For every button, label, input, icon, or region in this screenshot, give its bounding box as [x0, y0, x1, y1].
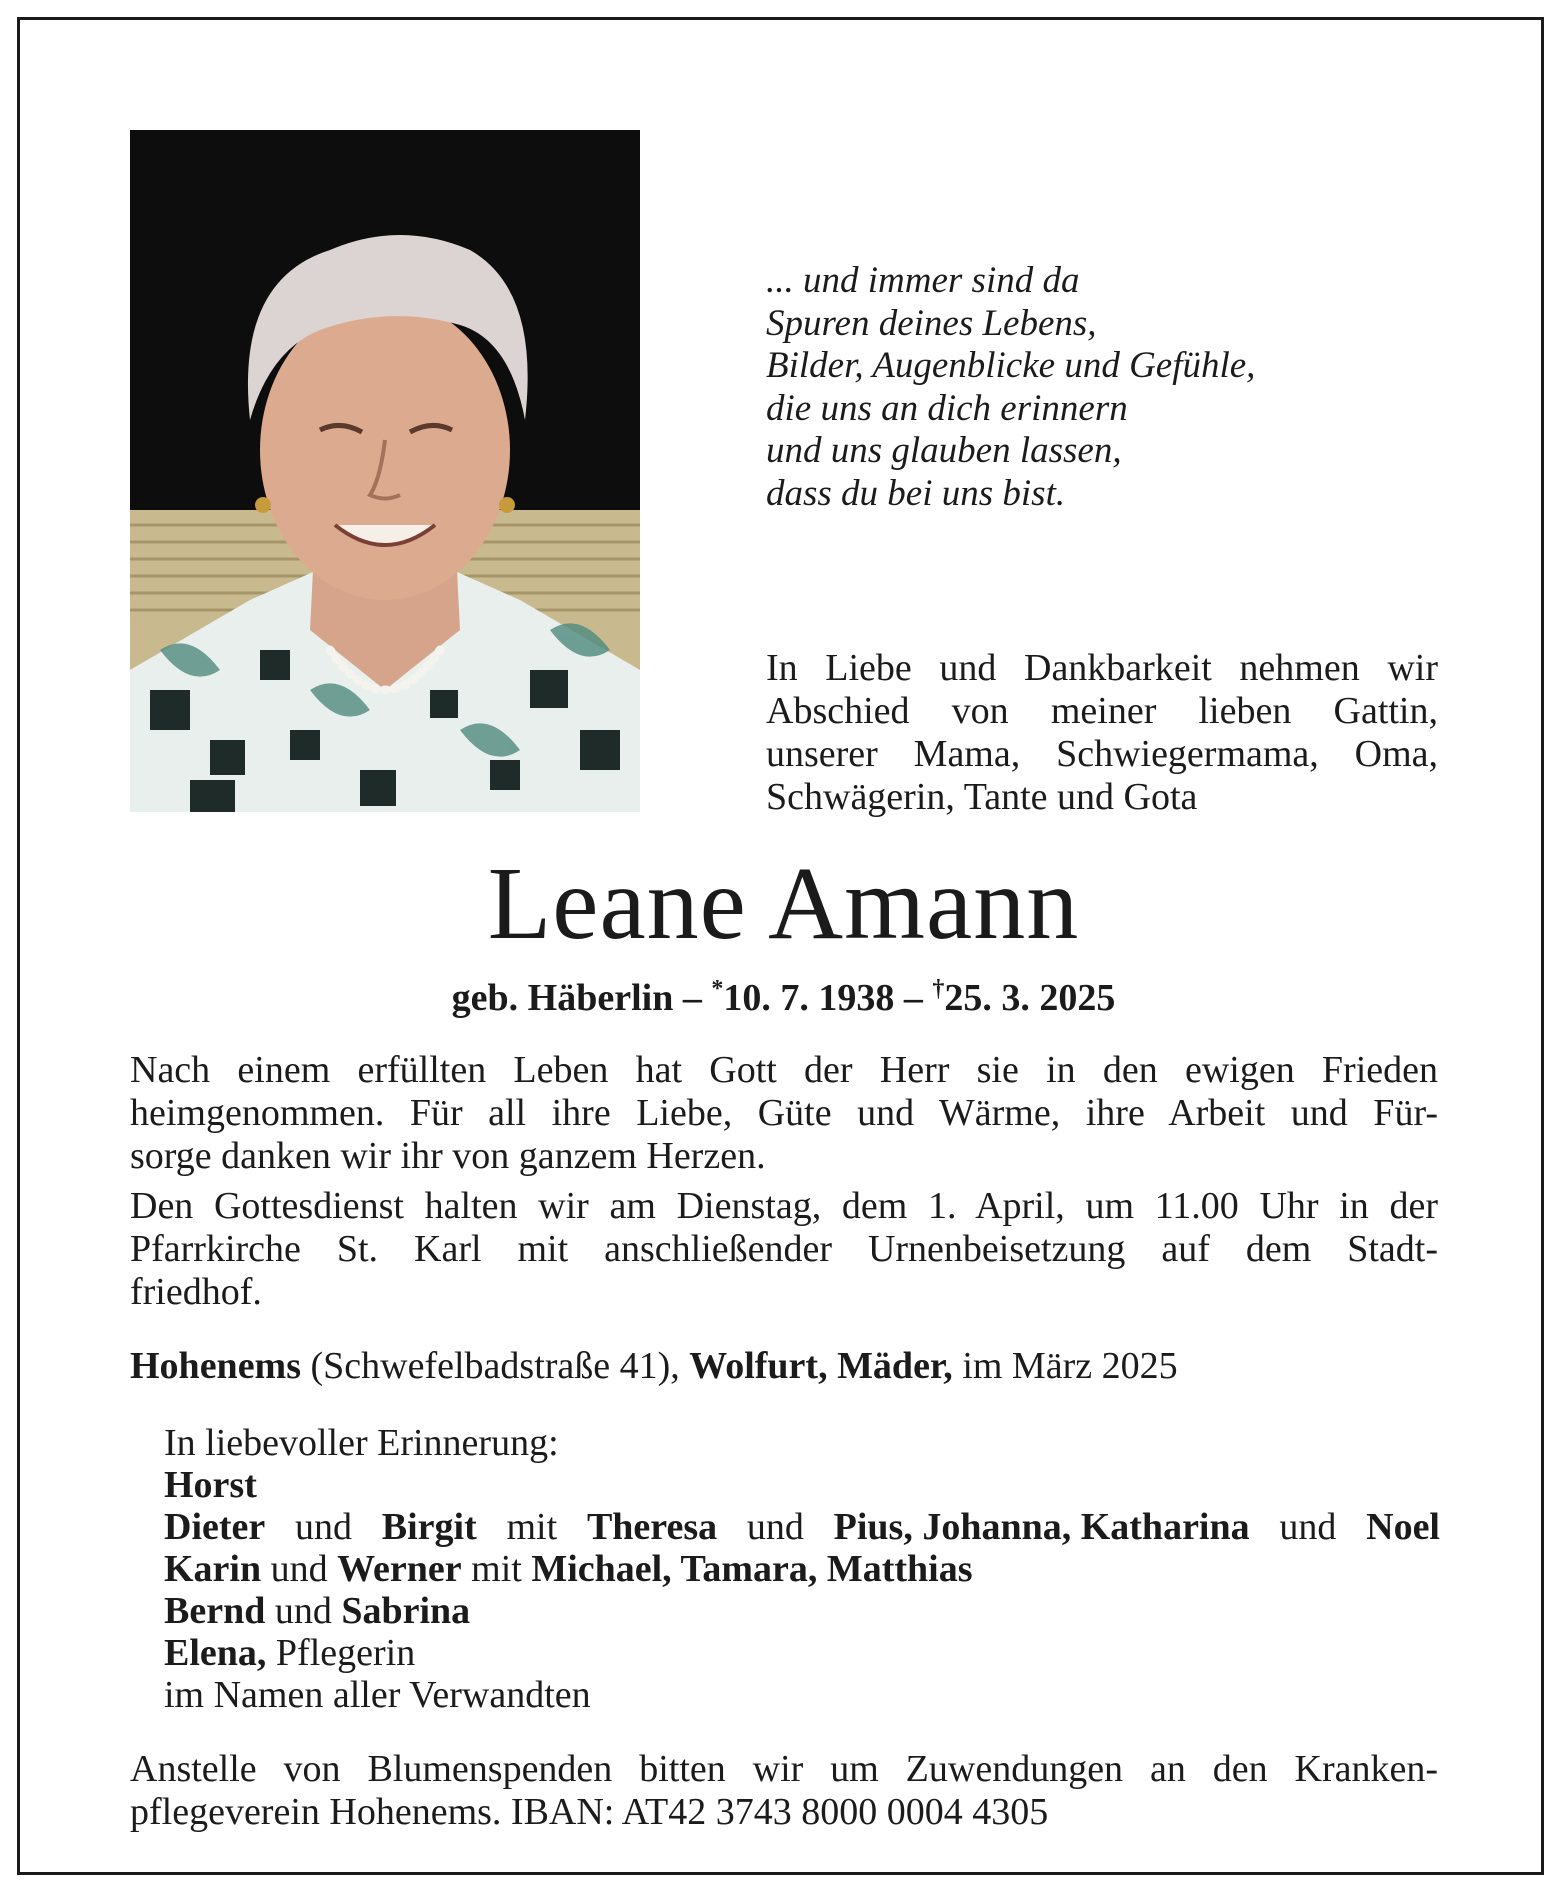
- donation-note: [130, 1748, 1438, 1834]
- donation-line: pflegeverein Hohenems. IBAN: AT42 3743 8000 0004 4305: [130, 1791, 1049, 1833]
- connector: und: [746, 1506, 804, 1548]
- connector: mit: [471, 1548, 522, 1590]
- intro-text: [766, 647, 1438, 819]
- mourner-name: Werner: [337, 1548, 462, 1590]
- portrait-photo: [130, 130, 640, 812]
- mourner-name: Theresa: [586, 1506, 718, 1548]
- mourner-name: Pius, Johanna, Katharina: [833, 1506, 1250, 1548]
- mourner-name: Dieter: [164, 1506, 266, 1548]
- mourner-name: Michael, Tamara, Matthias: [531, 1548, 973, 1590]
- dash: –: [682, 977, 702, 1019]
- poem-line: dass du bei uns bist.: [766, 472, 1066, 514]
- mourner-line: [164, 1590, 1440, 1632]
- place-towns: Wolfurt, Mäder,: [689, 1345, 953, 1387]
- mourner-name: Sabrina: [341, 1590, 471, 1632]
- born-symbol: *: [711, 976, 724, 1002]
- intro-line: Abschied von meiner lieben Gattin,: [766, 690, 1438, 732]
- paragraph-line: sorge danken wir ihr von ganzem Herzen.: [130, 1135, 766, 1177]
- mourner-line: [164, 1632, 1440, 1674]
- poem-line: ... und immer sind da: [766, 260, 1080, 301]
- connector: und: [295, 1506, 353, 1548]
- intro-line: In Liebe und Dankbarkeit nehmen wir: [766, 647, 1438, 689]
- poem: [766, 260, 1406, 515]
- paragraph-farewell: [130, 1049, 1438, 1178]
- mourner-name: Karin: [164, 1548, 262, 1590]
- mourner-role: Pflegerin: [275, 1632, 416, 1674]
- poem-line: Spuren deines Lebens,: [766, 302, 1097, 344]
- poem-line: und uns glauben lassen,: [766, 430, 1122, 471]
- paragraph-line: Nach einem erfüllten Leben hat Gott der Herr sie in den ewigen Frieden: [130, 1049, 1438, 1091]
- mourner-name: Elena,: [164, 1632, 267, 1674]
- donation-line: Anstelle von Blumenspenden bitten wir um Zuwendungen an den Kranken-: [130, 1748, 1438, 1790]
- connector: mit: [506, 1506, 558, 1548]
- paragraph-line: heimgenommen. Für all ihre Liebe, Güte und Wärme, ihre Arbeit und Für-: [130, 1092, 1438, 1134]
- mourner-line: [164, 1506, 1440, 1548]
- paragraph-line: Den Gottesdienst halten wir am Dienstag, dem 1. April, um 11.00 Uhr in der: [130, 1185, 1438, 1227]
- connector: und: [274, 1590, 332, 1632]
- mourner-name: Bernd: [164, 1590, 266, 1632]
- birth-name: geb. Häberlin: [451, 977, 674, 1019]
- paragraph-line: friedhof.: [130, 1271, 262, 1313]
- place-date-line: [130, 1343, 1178, 1389]
- place-address: (Schwefelbadstraße 41),: [310, 1345, 680, 1387]
- deceased-name: Leane Amann: [487, 846, 1080, 961]
- death-date: 25. 3. 2025: [944, 977, 1116, 1019]
- died-symbol: †: [932, 976, 945, 1002]
- intro-line: unserer Mama, Schwiegermama, Oma,: [766, 733, 1438, 775]
- place-town: Hohenems: [130, 1345, 301, 1387]
- mourner-line: Horst: [164, 1464, 257, 1506]
- paragraph-service: [130, 1185, 1438, 1314]
- poem-line: Bilder, Augenblicke und Gefühle,: [766, 345, 1256, 386]
- mourners-heading: In liebevoller Erinnerung:: [164, 1422, 559, 1464]
- mourner-name: Noel: [1366, 1506, 1440, 1548]
- mourners-list: [164, 1422, 1440, 1716]
- mourner-name: Birgit: [381, 1506, 477, 1548]
- intro-line: Schwägerin, Tante und Gota: [766, 776, 1198, 818]
- connector: und: [1279, 1506, 1337, 1548]
- dash: –: [903, 977, 923, 1019]
- paragraph-line: Pfarrkirche St. Karl mit anschließender Urnenbeisetzung auf dem Stadt-: [130, 1228, 1438, 1270]
- birth-date: 10. 7. 1938: [723, 977, 895, 1019]
- poem-line: die uns an dich erinnern: [766, 387, 1128, 429]
- connector: und: [270, 1548, 328, 1590]
- place-date: im März 2025: [962, 1345, 1178, 1387]
- mourners-closing: im Namen aller Verwandten: [164, 1674, 591, 1716]
- mourner-line: [164, 1548, 1440, 1590]
- life-dates: [0, 966, 1567, 1021]
